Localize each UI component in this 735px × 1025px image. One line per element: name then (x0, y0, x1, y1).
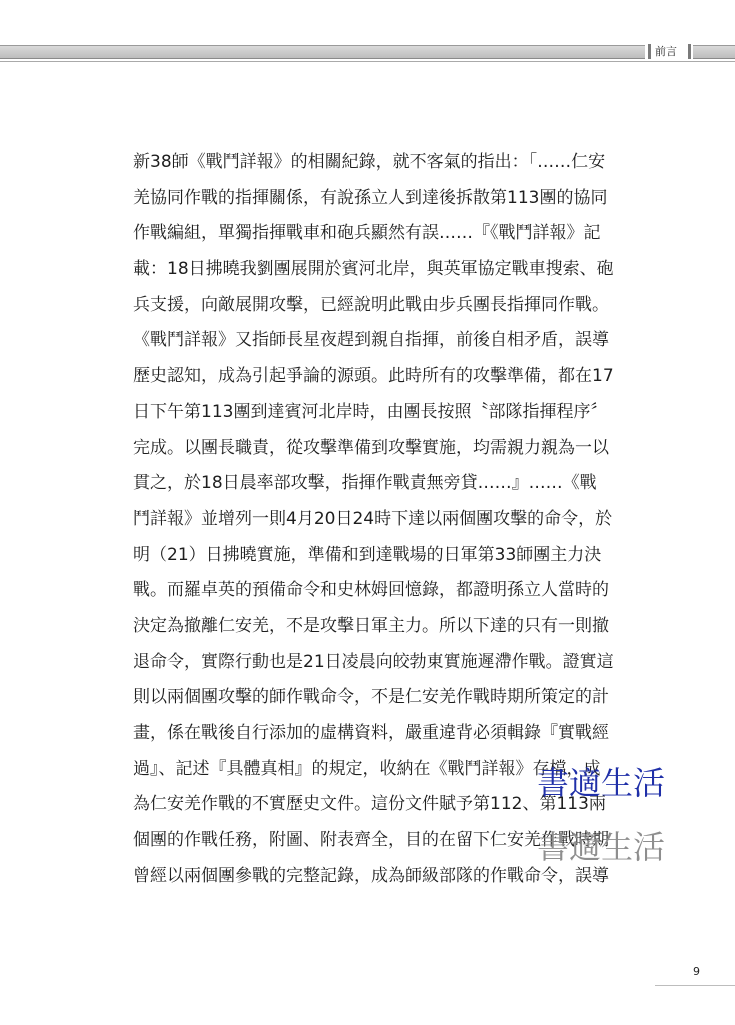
section-label: 前言 (655, 45, 677, 58)
text-line: 完成。以團長職責，從攻擊準備到攻擊實施，均需親力親為一以 (133, 437, 609, 458)
header-separator-left (648, 44, 651, 59)
footer-rule (655, 985, 735, 986)
watermark-blue: 書適生活 (537, 764, 666, 802)
text-line: 為仁安羌作戰的不實歷史文件。這份文件賦予第112、第113兩 (133, 794, 606, 815)
text-line: 個團的作戰任務，附圖、附表齊全，目的在留下仁安羌作戰時期 (133, 830, 609, 851)
header-separator-right (688, 44, 691, 59)
text-line: 戰。而羅卓英的預備命令和史林姆回憶錄，都證明孫立人當時的 (133, 580, 609, 601)
text-line: 貫之，於18日晨率部攻擊，指揮作戰責無旁貸……』……《戰 (133, 473, 597, 494)
text-line: 則以兩個團攻擊的師作戰命令，不是仁安羌作戰時期所策定的計 (133, 687, 609, 708)
header-rule (0, 61, 735, 62)
text-line: 退命令，實際行動也是21日凌晨向皎勃東實施遲滯作戰。證實這 (133, 651, 614, 672)
text-line: 《戰鬥詳報》又指師長星夜趕到親自指揮，前後自相矛盾，誤導 (133, 330, 609, 351)
text-line: 曾經以兩個團參戰的完整記錄，成為師級部隊的作戰命令，誤導 (133, 865, 609, 886)
text-line: 決定為撤離仁安羌，不是攻擊日軍主力。所以下達的只有一則撤 (133, 615, 609, 636)
running-header (0, 42, 735, 62)
text-line: 明（21）日拂曉實施，準備和到達戰場的日軍第33師團主力決 (133, 544, 602, 565)
watermark-gray: 書適生活 (537, 828, 666, 866)
header-stripe-right (693, 45, 735, 59)
page-number: 9 (693, 965, 700, 978)
text-line: 歷史認知，成為引起爭論的源頭。此時所有的攻擊準備，都在17 (133, 366, 614, 387)
text-line: 過』、記述『具體真相』的規定，收納在《戰鬥詳報》存檔，成 (133, 758, 601, 779)
text-line: 載：18日拂曉我劉團展開於賓河北岸，與英軍協定戰車搜索、砲 (133, 259, 614, 280)
text-line: 鬥詳報》並增列一則4月20日24時下達以兩個團攻擊的命令，於 (133, 508, 613, 529)
text-line: 作戰編組，單獨指揮戰車和砲兵顯然有誤……『《戰鬥詳報》記 (133, 223, 601, 244)
text-line: 羌協同作戰的指揮關係，有說孫立人到達後拆散第113團的協同 (133, 187, 608, 208)
text-line: 兵支援，向敵展開攻擊，已經說明此戰由步兵團長指揮同作戰。 (133, 294, 609, 315)
header-stripe (0, 45, 645, 59)
text-line: 日下午第113團到達賓河北岸時，由團長按照〝部隊指揮程序〞 (133, 401, 608, 422)
text-line: 新38師《戰鬥詳報》的相關紀錄，就不客氣的指出：「……仁安 (133, 152, 606, 172)
text-line: 畫，係在戰後自行添加的虛構資料，嚴重違背必須輯錄『實戰經 (133, 723, 609, 743)
